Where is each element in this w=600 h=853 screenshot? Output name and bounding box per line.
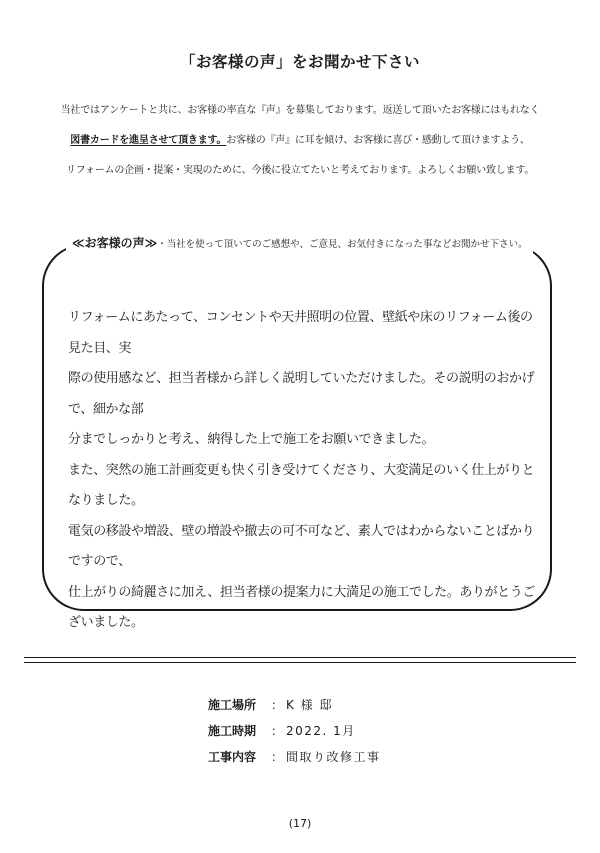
info-value: 間取り改修工事 xyxy=(286,750,381,764)
info-value: 2022. 1月 xyxy=(286,724,356,738)
voice-paragraph-3: 電気の移設や増設、壁の増設や撤去の可不可など、素人ではわからないことばかりですので、 仕上がりの綺麗さに加え、担当者様の提案力に大満足の施工でした。ありがとうございました。 xyxy=(68,523,535,630)
intro-line-2 xyxy=(0,131,600,146)
intro-line-1: 当社ではアンケートと共に、お客様の率直な『声』を募集しております。返送して頂いたお客様にはもれなく xyxy=(60,105,540,116)
info-row-work xyxy=(208,744,381,770)
divider-line xyxy=(24,662,576,663)
intro-line-2-rest: お客様の『声』に耳を傾け、お客様に喜び・感動して頂けますよう、 xyxy=(226,135,530,146)
gift-card-notice: 図書カードを進呈させて頂きます。 xyxy=(70,135,227,146)
voice-paragraph-2: また、突然の施工計画変更も快く引き受けてくださり、大変満足のいく仕上がりとなりました。 xyxy=(68,462,535,508)
info-key: 施工時期 xyxy=(208,724,257,738)
info-value: K 様 邸 xyxy=(286,698,333,712)
page-title: 「お客様の声」をお聞かせ下さい xyxy=(179,53,420,71)
intro-line-3: リフォームの企画・提案・実現のために、今後に役立てたいと考えております。よろしくお願い致します。 xyxy=(65,165,535,176)
info-separator: ： xyxy=(270,750,283,764)
info-separator: ： xyxy=(270,698,283,712)
divider-line xyxy=(24,657,576,658)
page-number: (17) xyxy=(288,817,312,830)
info-key: 工事内容 xyxy=(208,750,257,764)
info-row-location xyxy=(208,692,381,718)
customer-voice-sublabel: ・当社を使って頂いてのご感想や、ご意見、お気付きになった事などお聞かせ下さい。 xyxy=(157,239,528,250)
customer-voice-label: ≪お客様の声≫ xyxy=(72,236,158,250)
customer-voice-text xyxy=(68,303,538,639)
info-key: 施工場所 xyxy=(208,698,257,712)
customer-voice-heading xyxy=(66,234,533,254)
project-info xyxy=(208,692,381,770)
info-row-period xyxy=(208,718,381,744)
info-separator: ： xyxy=(270,724,283,738)
voice-paragraph-1: リフォームにあたって、コンセントや天井照明の位置、壁紙や床のリフォーム後の見た目、実 際の使用感など、担当者様から詳しく説明していただけました。その説明のおかげで、細かな部 分までしっかりと考え、納得した上で施工をお願いできました。 xyxy=(68,310,535,447)
